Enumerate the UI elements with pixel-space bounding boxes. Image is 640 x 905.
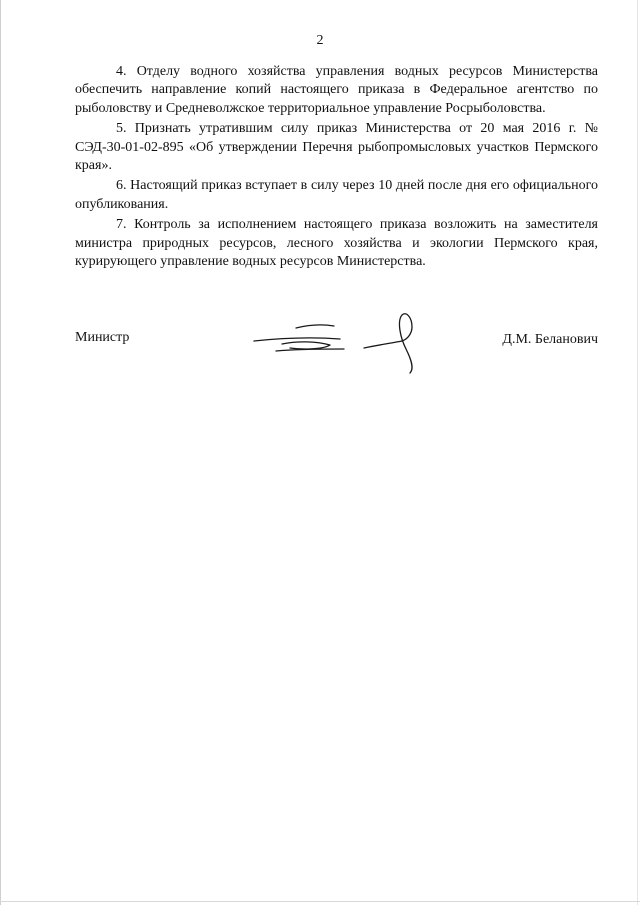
scan-edge-left	[0, 0, 1, 905]
paragraph-6: 6. Настоящий приказ вступает в силу через 10 дней после дня его официального опубликования.	[75, 178, 598, 212]
signatory-name: Д.М. Беланович	[502, 332, 598, 347]
handwritten-signature	[252, 303, 452, 383]
scan-edge-bottom	[0, 901, 640, 902]
scan-edge-right	[637, 0, 638, 905]
paragraph-4: 4. Отделу водного хозяйства управления водных ресурсов Министерства обеспечить направление копий настоящего приказа в Федеральное агентство по рыболовству и Средневолжское территориальное управление Росрыболовства.	[75, 64, 598, 116]
page-number: 2	[316, 33, 324, 48]
document-body	[75, 63, 598, 271]
paragraph-5: 5. Признать утратившим силу приказ Министерства от 20 мая 2016 г. № СЭД-30-01-02-895 «Об утверждении Перечня рыбопромысловых участков Пермского края».	[75, 121, 598, 174]
paragraph-7: 7. Контроль за исполнением настоящего приказа возложить на заместителя министра природных ресурсов, лесного хозяйства и экологии Пермского края, курирующего управление водных ресурсов Министерства.	[75, 217, 598, 270]
signatory-role: Министр	[75, 330, 130, 345]
